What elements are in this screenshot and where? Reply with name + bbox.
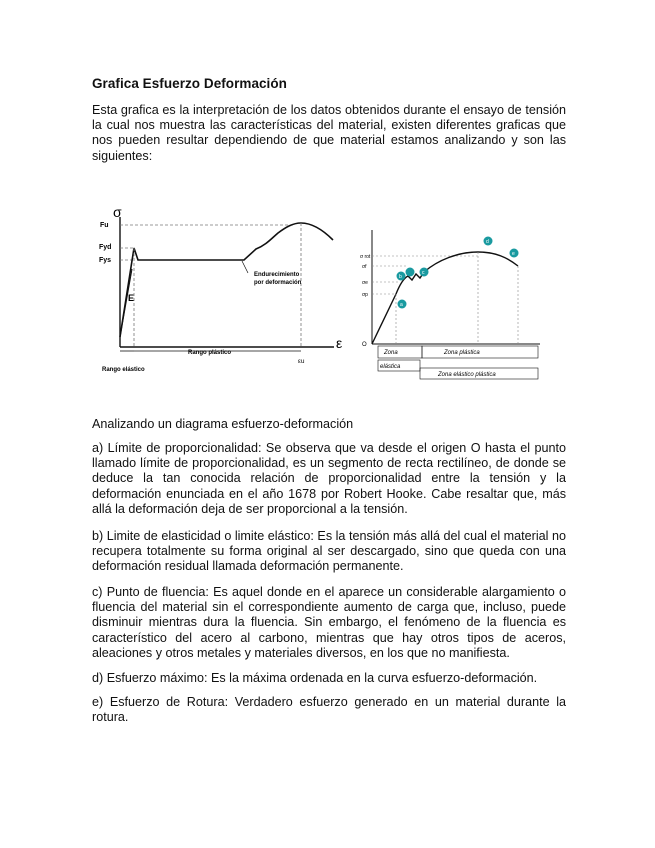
fyd-label: Fyd [99,244,112,251]
fu-label: Fu [100,222,109,229]
elastic-slope-line [120,269,135,337]
zona-label: Zona [384,350,398,356]
item-a-paragraph: a) Límite de proporcionalidad: Se observa que va desde el origen O hasta el punto llamado límite de proporcionalidad, es un segmento de recta rectilíneo, de donde se deduce la tan conocida relación de proporcionalidad entre la tensión y la deformación enunciada en el año 1678 por Robert Hooke. Cabe resaltar que, más allá la deformación deja de ser proporcional a la tensión. [92,441,566,516]
modulus-label: E [128,293,135,303]
zona-plastica-box [422,346,538,358]
item-e-paragraph: e) Esfuerzo de Rotura: Verdadero esfuerzo generado en un material durante la rotura. [92,695,566,725]
item-d-paragraph: d) Esfuerzo máximo: Es la máxima ordenada en la curva esfuerzo-deformación. [92,671,538,685]
zona-elastica-label: elástica [380,364,401,370]
stress-strain-diagram-left [96,203,348,383]
zona-plastica-label: Zona plástica [444,350,480,356]
marker-e-label: e [512,251,515,257]
intro-paragraph: Esta grafica es la interpretación de los datos obtenidos durante el ensayo de tensión la cual nos muestra las características del material, existen diferentes graficas que nos pueden resultar dependiendo de que material estamos analizando y son las siguientes: [92,103,566,163]
x-axis-label: ε [336,335,343,351]
sigma-f-label: σf [362,264,367,270]
marker-a-label: a [400,302,403,308]
origin-label: O [362,342,367,348]
eu-label: εu [298,358,305,365]
plastic-range-label: Rango plástico [188,350,232,356]
marker-b-label: b [399,274,402,280]
fys-label: Fys [99,257,112,264]
section-heading: Analizando un diagrama esfuerzo-deformación [92,417,354,431]
elastic-range-label: Rango elástico [102,367,145,373]
item-c-paragraph: c) Punto de fluencia: Es aquel donde en el aparece un considerable alargamiento o fluencia del material sin el correspondiente aumento de carga que, incluso, puede disminuir mientras dura la fluencia. Sin embargo, el fenómeno de la fluencia es característico del acero al carbono, mientras que hay otros tipos de aceros, aleaciones y otros metales y materiales diversos, en los que no manifiesta. [92,585,566,660]
zona-elasto-label: Zona elástico plástica [438,372,496,378]
annotation-line2: por deformación [254,280,302,286]
sigma-e-label: σe [362,280,368,286]
marker-c2 [406,268,415,277]
page-title: Grafica Esfuerzo Deformación [92,76,287,91]
sigma-rot-label: σ rot [360,254,371,260]
marker-c-label: c [422,270,425,276]
sigma-p-label: σp [362,292,368,298]
annotation-line1: Endurecimiento [254,272,300,278]
annotation-leader [242,261,248,273]
item-b-paragraph: b) Limite de elasticidad o limite elástico: Es la tensión más allá del cual el material no recupera totalmente su forma original al ser descargado, sino que queda con una deformación residual llamada deformación permanente. [92,529,566,574]
marker-d-label: d [486,239,489,245]
stress-strain-diagram-right [358,222,550,384]
y-axis-label: σ [113,204,122,220]
